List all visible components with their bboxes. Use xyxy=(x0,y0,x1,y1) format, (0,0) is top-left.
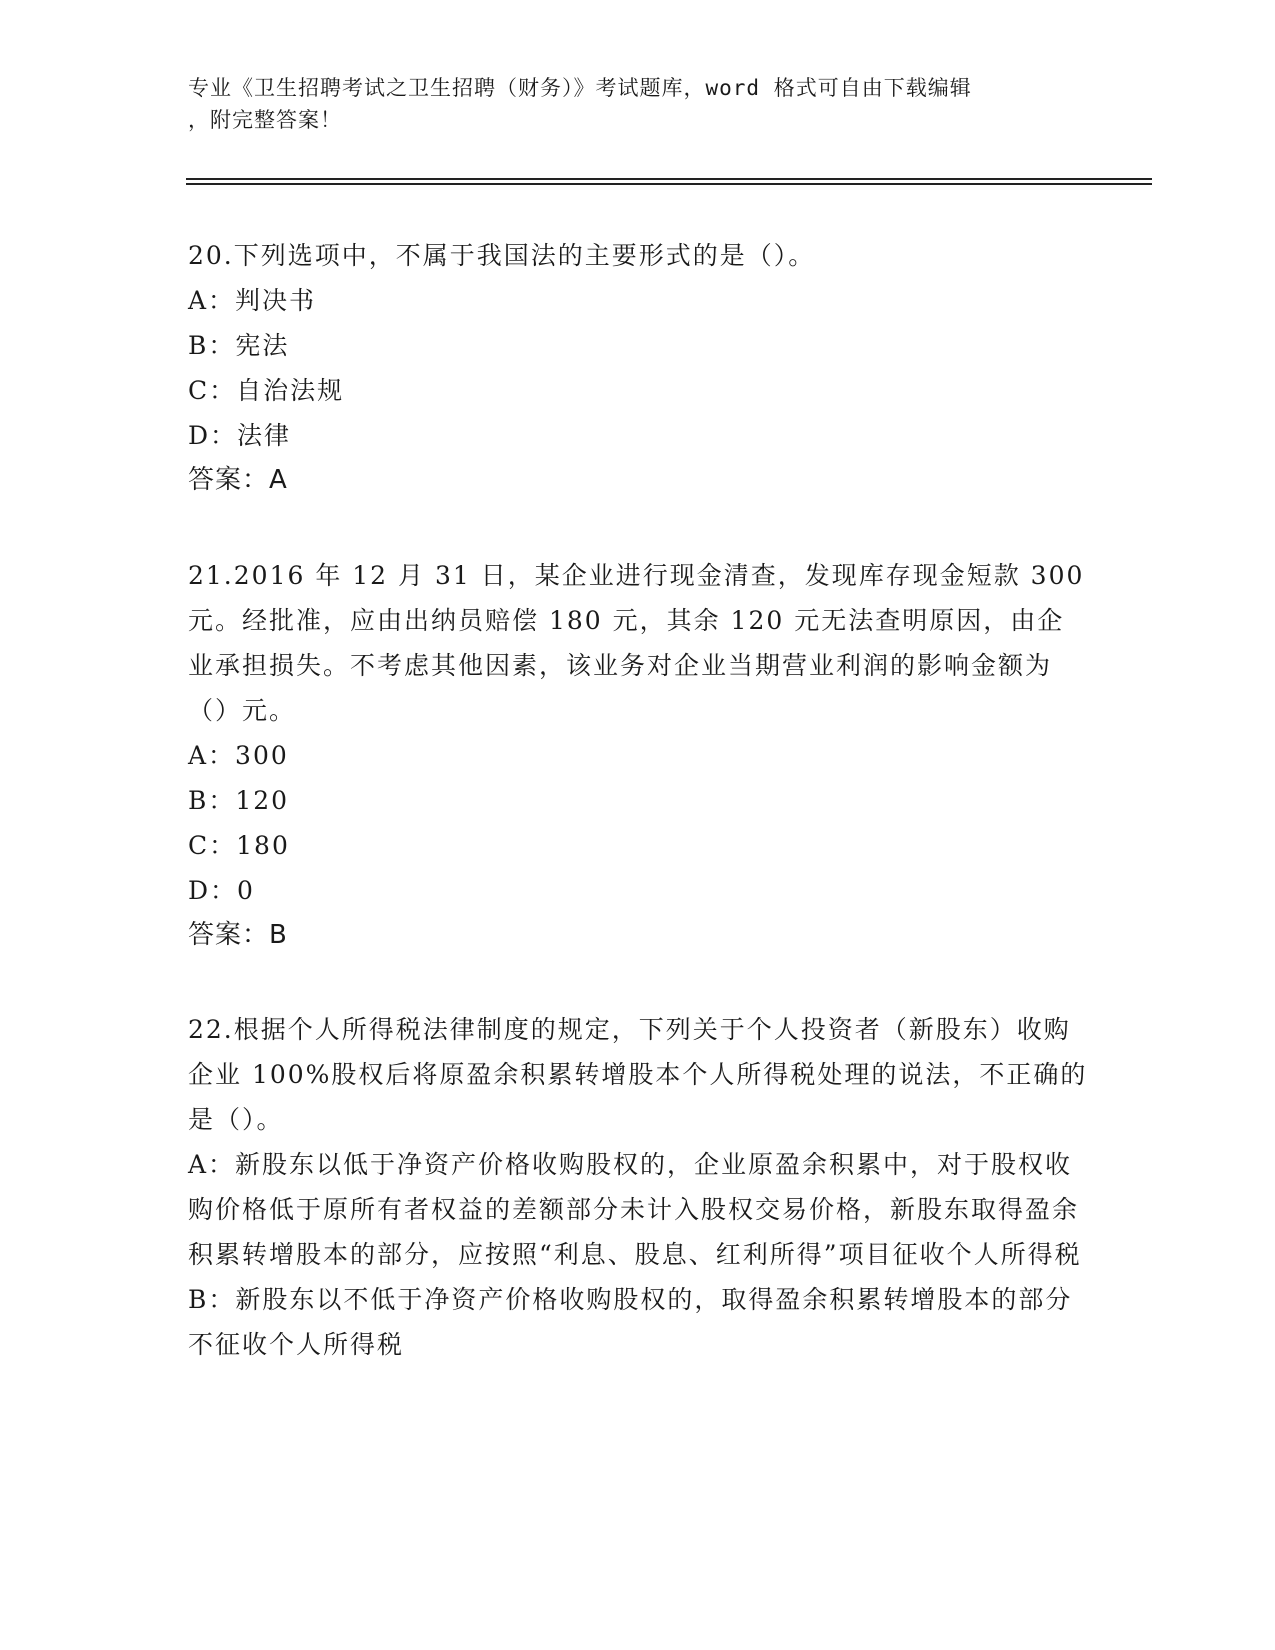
question-stem: 21.2016 年 12 月 31 日，某企业进行现金清查，发现库存现金短款 300 元。经批准，应由出纳员赔偿 180 元，其余 120 元无法查明原因，由企业承担损失。不考虑其他因素，该业务对企业当期营业利润的影响金额为（）元。 xyxy=(188,561,1085,725)
option-b: B：120 xyxy=(188,786,290,815)
option-a: A：判决书 xyxy=(188,286,317,315)
option-a: A：新股东以低于净资产价格收购股权的，企业原盈余积累中，对于股权收购价格低于原所有者权益的差额部分未计入股权交易价格，新股东取得盈余积累转增股本的部分，应按照“利息、股息、红利所得”项目征收个人所得税 xyxy=(188,1150,1082,1269)
header-divider-bottom xyxy=(186,183,1152,185)
document-header xyxy=(188,72,1068,136)
option-d: D：法律 xyxy=(188,421,292,450)
header-line-2: ，附完整答案！ xyxy=(188,108,342,132)
option-d: D：0 xyxy=(188,876,255,905)
header-divider-top xyxy=(186,178,1152,180)
header-line-1: 专业《卫生招聘考试之卫生招聘（财务）》考试题库，word 格式可自由下载编辑 xyxy=(188,76,972,100)
option-a: A：300 xyxy=(188,741,289,770)
option-b: B：宪法 xyxy=(188,331,290,360)
option-c: C：180 xyxy=(188,831,290,860)
option-b: B：新股东以不低于净资产价格收购股权的，取得盈余积累转增股本的部分不征收个人所得税 xyxy=(188,1285,1073,1359)
answer: 答案：B xyxy=(188,920,288,950)
answer: 答案：A xyxy=(188,465,288,495)
question-22 xyxy=(188,1007,1088,1367)
question-stem: 22.根据个人所得税法律制度的规定，下列关于个人投资者（新股东）收购企业 100%股权后将原盈余积累转增股本个人所得税处理的说法，不正确的是（）。 xyxy=(188,1015,1088,1134)
option-c: C：自治法规 xyxy=(188,376,345,405)
question-stem: 20.下列选项中，不属于我国法的主要形式的是（）。 xyxy=(188,241,816,270)
question-21 xyxy=(188,553,1088,958)
question-20 xyxy=(188,233,1088,503)
